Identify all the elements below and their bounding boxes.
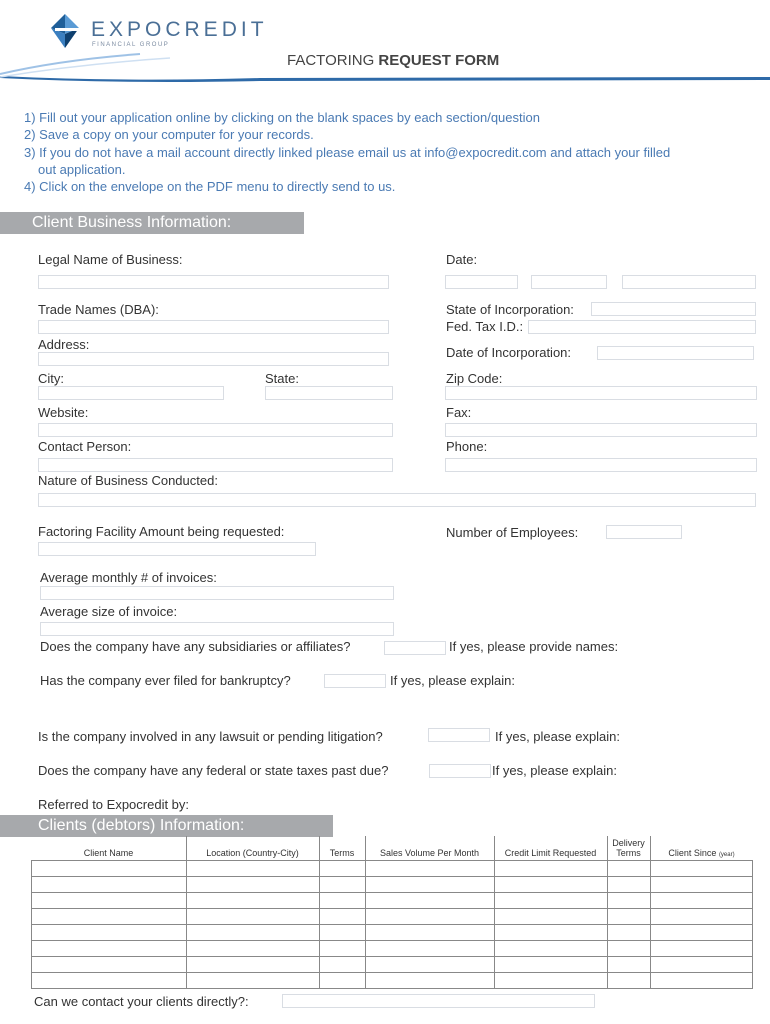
bankruptcy-yes-label: If yes, please explain: [390,673,516,688]
section-clients-info: Clients (debtors) Information: [0,815,333,837]
table-cell[interactable] [650,861,753,877]
table-cell[interactable] [365,893,494,909]
col-client-since-note: (year) [718,852,735,858]
table-cell[interactable] [32,893,187,909]
table-cell[interactable] [607,909,650,925]
table-row [32,893,753,909]
subsidiaries-field[interactable] [384,641,446,655]
table-row [32,909,753,925]
table-cell[interactable] [186,861,319,877]
subsidiaries-yes-label: If yes, please provide names: [449,639,619,654]
col-client-since-label: Client Since [668,848,717,858]
zip-label: Zip Code: [446,371,503,386]
subsidiaries-label: Does the company have any subsidiaries or affiliates? [40,639,351,654]
col-client-name: Client Name [83,848,134,858]
clients-table-body [32,861,753,989]
table-cell[interactable] [32,909,187,925]
table-cell[interactable] [32,941,187,957]
table-cell[interactable] [607,925,650,941]
col-sales-volume: Sales Volume Per Month [365,836,494,861]
table-cell[interactable] [494,861,607,877]
taxes-label: Does the company have any federal or state taxes past due? [38,763,389,778]
website-label: Website: [38,405,89,420]
taxes-field[interactable] [429,764,491,778]
table-cell[interactable] [32,973,187,989]
table-cell[interactable] [494,973,607,989]
table-cell[interactable] [365,909,494,925]
table-cell[interactable] [365,861,494,877]
table-cell[interactable] [650,973,753,989]
date-year-field[interactable] [622,275,756,289]
table-cell[interactable] [365,941,494,957]
table-cell[interactable] [186,941,319,957]
table-row [32,941,753,957]
contact-clients-label: Can we contact your clients directly?: [34,994,249,1009]
table-cell[interactable] [319,909,365,925]
date-month-field[interactable] [445,275,518,289]
col-location: Location (Country-City) [186,836,319,861]
table-row [32,861,753,877]
instruction-1: 1) Fill out your application online by clicking on the blank spaces by each section/question [24,110,540,125]
legal-name-field[interactable] [38,275,389,289]
table-cell[interactable] [607,893,650,909]
instruction-3-cont: out application. [38,162,126,177]
table-cell[interactable] [650,909,753,925]
referred-label: Referred to Expocredit by: [38,797,190,812]
table-cell[interactable] [186,925,319,941]
contact-clients-field[interactable] [282,994,595,1008]
table-row [32,957,753,973]
table-cell[interactable] [494,909,607,925]
table-cell[interactable] [650,957,753,973]
date-day-field[interactable] [531,275,607,289]
trade-names-field[interactable] [38,320,389,334]
nature-label: Nature of Business Conducted: [38,473,218,488]
state-label: State: [265,371,299,386]
date-inc-field[interactable] [597,346,754,360]
date-label: Date: [446,252,478,267]
table-cell[interactable] [186,893,319,909]
table-cell[interactable] [32,957,187,973]
state-inc-label: State of Incorporation: [446,302,574,317]
logo-subtitle: FINANCIAL GROUP [92,42,170,48]
taxes-yes-label: If yes, please explain: [492,763,618,778]
table-cell[interactable] [494,941,607,957]
table-cell[interactable] [494,925,607,941]
logo [45,12,285,52]
date-inc-label: Date of Incorporation: [446,345,572,360]
fax-field[interactable] [445,423,757,437]
table-cell[interactable] [319,861,365,877]
avg-invoices-field[interactable] [40,586,394,600]
table-cell[interactable] [650,941,753,957]
facility-field[interactable] [38,542,316,556]
table-cell[interactable] [319,973,365,989]
table-cell[interactable] [365,925,494,941]
bankruptcy-field[interactable] [324,674,386,688]
instruction-4: 4) Click on the envelope on the PDF menu to directly send to us. [24,179,396,194]
state-field[interactable] [265,386,393,400]
table-cell[interactable] [607,861,650,877]
table-row [32,973,753,989]
table-cell[interactable] [186,909,319,925]
table-cell[interactable] [494,877,607,893]
title-bold: REQUEST FORM [378,52,500,69]
website-field[interactable] [38,423,393,437]
table-row [32,925,753,941]
table-cell[interactable] [186,973,319,989]
city-field[interactable] [38,386,224,400]
phone-field[interactable] [445,458,757,472]
nature-field[interactable] [38,493,756,507]
legal-name-label: Legal Name of Business: [38,252,183,267]
table-cell[interactable] [319,925,365,941]
trade-names-label: Trade Names (DBA): [38,302,159,317]
lawsuit-yes-label: If yes, please explain: [495,729,621,744]
instruction-2: 2) Save a copy on your computer for your records. [24,127,314,142]
avg-invoices-label: Average monthly # of invoices: [40,570,217,585]
table-cell[interactable] [607,973,650,989]
col-credit-limit: Credit Limit Requested [494,836,607,861]
header-swoosh [0,52,770,84]
avg-size-label: Average size of invoice: [40,604,178,619]
employees-field[interactable] [606,525,682,539]
table-cell[interactable] [650,925,753,941]
table-cell[interactable] [186,957,319,973]
title-light: FACTORING [287,52,379,69]
table-cell[interactable] [186,877,319,893]
table-cell[interactable] [607,941,650,957]
bankruptcy-label: Has the company ever filed for bankruptcy? [40,673,291,688]
contact-field[interactable] [38,458,393,472]
fed-tax-field[interactable] [528,320,756,334]
table-cell[interactable] [365,957,494,973]
table-cell[interactable] [319,893,365,909]
col-terms: Terms [319,836,365,861]
instruction-3: 3) If you do not have a mail account directly linked please email us at info@expocredit.com and attach your filled [24,145,671,160]
fed-tax-label: Fed. Tax I.D.: [446,319,524,334]
lawsuit-field[interactable] [428,728,490,742]
address-label: Address: [38,337,90,352]
table-cell[interactable] [319,957,365,973]
avg-size-field[interactable] [40,622,394,636]
city-label: City: [38,371,64,386]
phone-label: Phone: [446,439,488,454]
table-cell[interactable] [365,973,494,989]
logo-name: EXPOCREDIT [91,18,268,41]
table-cell[interactable] [32,877,187,893]
table-cell[interactable] [650,877,753,893]
table-cell[interactable] [494,893,607,909]
address-field[interactable] [38,352,389,366]
clients-table [31,836,753,989]
table-cell[interactable] [607,877,650,893]
fax-label: Fax: [446,405,472,420]
col-client-since [650,836,753,861]
table-cell[interactable] [319,877,365,893]
table-cell[interactable] [607,957,650,973]
section-business-info: Client Business Information: [0,212,304,234]
contact-label: Contact Person: [38,439,132,454]
employees-label: Number of Employees: [446,525,579,540]
table-row [32,877,753,893]
logo-mark-icon [45,12,85,50]
table-cell[interactable] [319,941,365,957]
facility-label: Factoring Facility Amount being requested: [38,524,285,539]
lawsuit-label: Is the company involved in any lawsuit or pending litigation? [38,729,383,744]
table-cell[interactable] [32,925,187,941]
table-cell[interactable] [32,861,187,877]
table-cell[interactable] [650,893,753,909]
table-cell[interactable] [494,957,607,973]
state-inc-field[interactable] [591,302,756,316]
zip-field[interactable] [445,386,757,400]
col-delivery-terms: Delivery Terms [607,836,650,861]
table-cell[interactable] [365,877,494,893]
